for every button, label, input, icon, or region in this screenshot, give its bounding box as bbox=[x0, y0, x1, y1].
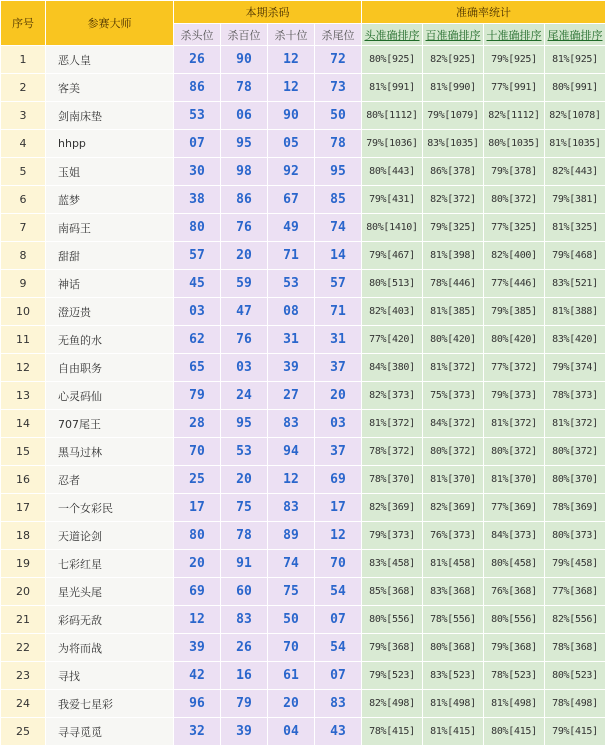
acc-head: 78%[372] bbox=[362, 438, 423, 466]
col-header-no: 序号 bbox=[1, 1, 46, 46]
table-row bbox=[1, 522, 606, 550]
kill-tail: 73 bbox=[315, 74, 362, 102]
kill-tail: 74 bbox=[315, 214, 362, 242]
row-number: 8 bbox=[1, 242, 46, 270]
kill-hundred: 78 bbox=[221, 522, 268, 550]
table-row bbox=[1, 74, 606, 102]
acc-head: 79%[368] bbox=[362, 634, 423, 662]
acc-hundred: 79%[1079] bbox=[423, 102, 484, 130]
acc-ten: 81%[372] bbox=[484, 410, 545, 438]
kill-tail: 85 bbox=[315, 186, 362, 214]
table-row bbox=[1, 214, 606, 242]
acc-hundred: 79%[325] bbox=[423, 214, 484, 242]
kill-hundred: 24 bbox=[221, 382, 268, 410]
acc-tail: 78%[373] bbox=[545, 382, 606, 410]
kill-ten: 31 bbox=[268, 326, 315, 354]
row-number: 6 bbox=[1, 186, 46, 214]
master-name: 707尾王 bbox=[46, 410, 174, 438]
acc-head: 80%[925] bbox=[362, 46, 423, 74]
kill-tail: 14 bbox=[315, 242, 362, 270]
kill-ten: 92 bbox=[268, 158, 315, 186]
acc-tail: 77%[368] bbox=[545, 578, 606, 606]
master-name: 七彩红星 bbox=[46, 550, 174, 578]
row-number: 18 bbox=[1, 522, 46, 550]
kill-head: 39 bbox=[174, 634, 221, 662]
master-name: 客美 bbox=[46, 74, 174, 102]
master-name: 甜甜 bbox=[46, 242, 174, 270]
master-name: 天道论剑 bbox=[46, 522, 174, 550]
kill-ten: 50 bbox=[268, 606, 315, 634]
acc-head: 80%[1112] bbox=[362, 102, 423, 130]
kill-head: 25 bbox=[174, 466, 221, 494]
master-name: 心灵码仙 bbox=[46, 382, 174, 410]
kill-head: 53 bbox=[174, 102, 221, 130]
acc-hundred: 81%[458] bbox=[423, 550, 484, 578]
kill-tail: 12 bbox=[315, 522, 362, 550]
kill-hundred: 98 bbox=[221, 158, 268, 186]
acc-hundred: 84%[372] bbox=[423, 410, 484, 438]
row-number: 12 bbox=[1, 354, 46, 382]
kill-tail: 20 bbox=[315, 382, 362, 410]
table-row bbox=[1, 270, 606, 298]
kill-ten: 12 bbox=[268, 466, 315, 494]
kill-ten: 94 bbox=[268, 438, 315, 466]
kill-hundred: 47 bbox=[221, 298, 268, 326]
table-row bbox=[1, 46, 606, 74]
master-name: 我爱七星彩 bbox=[46, 690, 174, 718]
col-header-kill-ten: 杀十位 bbox=[268, 24, 315, 46]
kill-hundred: 53 bbox=[221, 438, 268, 466]
row-number: 22 bbox=[1, 634, 46, 662]
acc-ten: 80%[372] bbox=[484, 186, 545, 214]
kill-tail: 70 bbox=[315, 550, 362, 578]
kill-tail: 78 bbox=[315, 130, 362, 158]
row-number: 4 bbox=[1, 130, 46, 158]
kill-head: 42 bbox=[174, 662, 221, 690]
acc-ten: 79%[373] bbox=[484, 382, 545, 410]
acc-tail: 82%[443] bbox=[545, 158, 606, 186]
row-number: 16 bbox=[1, 466, 46, 494]
table-row bbox=[1, 102, 606, 130]
kill-head: 03 bbox=[174, 298, 221, 326]
kill-head: 32 bbox=[174, 718, 221, 746]
table-row bbox=[1, 466, 606, 494]
kill-hundred: 20 bbox=[221, 466, 268, 494]
kill-hundred: 95 bbox=[221, 130, 268, 158]
kill-head: 45 bbox=[174, 270, 221, 298]
table-header bbox=[1, 1, 606, 46]
kill-tail: 31 bbox=[315, 326, 362, 354]
acc-head: 79%[523] bbox=[362, 662, 423, 690]
acc-tail: 79%[381] bbox=[545, 186, 606, 214]
acc-tail: 80%[523] bbox=[545, 662, 606, 690]
acc-ten: 80%[1035] bbox=[484, 130, 545, 158]
kill-head: 57 bbox=[174, 242, 221, 270]
kill-ten: 75 bbox=[268, 578, 315, 606]
acc-hundred: 83%[523] bbox=[423, 662, 484, 690]
kill-hundred: 76 bbox=[221, 214, 268, 242]
acc-ten: 81%[370] bbox=[484, 466, 545, 494]
kill-ten: 49 bbox=[268, 214, 315, 242]
table-row bbox=[1, 382, 606, 410]
table-row bbox=[1, 242, 606, 270]
acc-head: 82%[498] bbox=[362, 690, 423, 718]
row-number: 7 bbox=[1, 214, 46, 242]
kill-head: 70 bbox=[174, 438, 221, 466]
kill-head: 80 bbox=[174, 214, 221, 242]
acc-ten: 80%[420] bbox=[484, 326, 545, 354]
acc-head: 82%[403] bbox=[362, 298, 423, 326]
acc-tail: 79%[374] bbox=[545, 354, 606, 382]
acc-ten: 77%[446] bbox=[484, 270, 545, 298]
table-row bbox=[1, 298, 606, 326]
acc-ten: 80%[415] bbox=[484, 718, 545, 746]
kill-hundred: 75 bbox=[221, 494, 268, 522]
acc-ten: 76%[368] bbox=[484, 578, 545, 606]
kill-ten: 90 bbox=[268, 102, 315, 130]
acc-head: 81%[991] bbox=[362, 74, 423, 102]
acc-tail: 81%[925] bbox=[545, 46, 606, 74]
kill-tail: 57 bbox=[315, 270, 362, 298]
kill-hundred: 79 bbox=[221, 690, 268, 718]
kill-ten: 67 bbox=[268, 186, 315, 214]
acc-ten: 82%[1112] bbox=[484, 102, 545, 130]
kill-head: 80 bbox=[174, 522, 221, 550]
acc-head: 79%[373] bbox=[362, 522, 423, 550]
kill-tail: 54 bbox=[315, 578, 362, 606]
kill-ten: 61 bbox=[268, 662, 315, 690]
acc-tail: 81%[372] bbox=[545, 410, 606, 438]
master-name: 寻找 bbox=[46, 662, 174, 690]
kill-hundred: 59 bbox=[221, 270, 268, 298]
acc-hundred: 81%[398] bbox=[423, 242, 484, 270]
acc-hundred: 81%[990] bbox=[423, 74, 484, 102]
acc-tail: 83%[521] bbox=[545, 270, 606, 298]
master-name: 蓝梦 bbox=[46, 186, 174, 214]
acc-head: 84%[380] bbox=[362, 354, 423, 382]
master-name: 为将而战 bbox=[46, 634, 174, 662]
acc-head: 80%[513] bbox=[362, 270, 423, 298]
master-name: 星光头尾 bbox=[46, 578, 174, 606]
kill-tail: 07 bbox=[315, 662, 362, 690]
kill-tail: 17 bbox=[315, 494, 362, 522]
kill-head: 30 bbox=[174, 158, 221, 186]
master-name: 南码王 bbox=[46, 214, 174, 242]
kill-hundred: 91 bbox=[221, 550, 268, 578]
row-number: 20 bbox=[1, 578, 46, 606]
kill-ten: 53 bbox=[268, 270, 315, 298]
acc-tail: 79%[468] bbox=[545, 242, 606, 270]
master-name: 彩码无敌 bbox=[46, 606, 174, 634]
table-body bbox=[1, 46, 606, 746]
acc-tail: 78%[369] bbox=[545, 494, 606, 522]
acc-ten: 77%[991] bbox=[484, 74, 545, 102]
acc-head: 80%[556] bbox=[362, 606, 423, 634]
acc-hundred: 86%[378] bbox=[423, 158, 484, 186]
master-name: 神话 bbox=[46, 270, 174, 298]
kill-head: 26 bbox=[174, 46, 221, 74]
kill-tail: 43 bbox=[315, 718, 362, 746]
acc-hundred: 78%[446] bbox=[423, 270, 484, 298]
kill-tail: 37 bbox=[315, 354, 362, 382]
acc-tail: 80%[373] bbox=[545, 522, 606, 550]
master-name: 澄迈贵 bbox=[46, 298, 174, 326]
table-row bbox=[1, 494, 606, 522]
acc-tail: 83%[420] bbox=[545, 326, 606, 354]
kill-head: 86 bbox=[174, 74, 221, 102]
table-row bbox=[1, 578, 606, 606]
acc-ten: 80%[458] bbox=[484, 550, 545, 578]
kill-hundred: 20 bbox=[221, 242, 268, 270]
kill-hundred: 06 bbox=[221, 102, 268, 130]
sort-link-head[interactable]: 头准确排序 bbox=[364, 28, 420, 42]
acc-hundred: 81%[372] bbox=[423, 354, 484, 382]
sort-link-hundred[interactable]: 百准确排序 bbox=[425, 28, 481, 42]
kill-hundred: 03 bbox=[221, 354, 268, 382]
row-number: 21 bbox=[1, 606, 46, 634]
kill-ten: 05 bbox=[268, 130, 315, 158]
row-number: 25 bbox=[1, 718, 46, 746]
kill-tail: 37 bbox=[315, 438, 362, 466]
kill-hundred: 78 bbox=[221, 74, 268, 102]
kill-hundred: 83 bbox=[221, 606, 268, 634]
acc-tail: 79%[415] bbox=[545, 718, 606, 746]
kill-ten: 39 bbox=[268, 354, 315, 382]
kill-tail: 03 bbox=[315, 410, 362, 438]
kill-head: 28 bbox=[174, 410, 221, 438]
kill-tail: 71 bbox=[315, 298, 362, 326]
acc-hundred: 82%[372] bbox=[423, 186, 484, 214]
acc-ten: 80%[556] bbox=[484, 606, 545, 634]
master-name: hhpp bbox=[46, 130, 174, 158]
master-name: 寻寻觅觅 bbox=[46, 718, 174, 746]
kill-ten: 71 bbox=[268, 242, 315, 270]
acc-hundred: 75%[373] bbox=[423, 382, 484, 410]
col-header-name: 参赛大师 bbox=[46, 1, 174, 46]
acc-hundred: 83%[1035] bbox=[423, 130, 484, 158]
kill-head: 38 bbox=[174, 186, 221, 214]
row-number: 10 bbox=[1, 298, 46, 326]
master-name: 恶人皇 bbox=[46, 46, 174, 74]
acc-ten: 80%[372] bbox=[484, 438, 545, 466]
kill-ten: 27 bbox=[268, 382, 315, 410]
acc-ten: 79%[368] bbox=[484, 634, 545, 662]
kill-ten: 20 bbox=[268, 690, 315, 718]
kill-ten: 83 bbox=[268, 410, 315, 438]
acc-head: 83%[458] bbox=[362, 550, 423, 578]
col-header-kill-head: 杀头位 bbox=[174, 24, 221, 46]
kill-head: 79 bbox=[174, 382, 221, 410]
acc-head: 82%[373] bbox=[362, 382, 423, 410]
acc-tail: 79%[458] bbox=[545, 550, 606, 578]
row-number: 5 bbox=[1, 158, 46, 186]
table-row bbox=[1, 718, 606, 746]
master-name: 自由职务 bbox=[46, 354, 174, 382]
kill-hundred: 76 bbox=[221, 326, 268, 354]
acc-hundred: 83%[368] bbox=[423, 578, 484, 606]
acc-ten: 79%[378] bbox=[484, 158, 545, 186]
acc-hundred: 78%[556] bbox=[423, 606, 484, 634]
kill-tail: 07 bbox=[315, 606, 362, 634]
row-number: 3 bbox=[1, 102, 46, 130]
acc-hundred: 81%[385] bbox=[423, 298, 484, 326]
table-row bbox=[1, 186, 606, 214]
acc-head: 79%[431] bbox=[362, 186, 423, 214]
acc-ten: 81%[498] bbox=[484, 690, 545, 718]
acc-head: 78%[370] bbox=[362, 466, 423, 494]
master-name: 忍者 bbox=[46, 466, 174, 494]
acc-head: 81%[372] bbox=[362, 410, 423, 438]
acc-head: 80%[1410] bbox=[362, 214, 423, 242]
kill-hundred: 95 bbox=[221, 410, 268, 438]
table-row bbox=[1, 634, 606, 662]
kill-head: 65 bbox=[174, 354, 221, 382]
kill-tail: 83 bbox=[315, 690, 362, 718]
acc-tail: 80%[372] bbox=[545, 438, 606, 466]
table-row bbox=[1, 410, 606, 438]
acc-hundred: 82%[925] bbox=[423, 46, 484, 74]
kill-hundred: 86 bbox=[221, 186, 268, 214]
kill-ten: 04 bbox=[268, 718, 315, 746]
acc-tail: 82%[556] bbox=[545, 606, 606, 634]
acc-ten: 77%[372] bbox=[484, 354, 545, 382]
kill-hundred: 60 bbox=[221, 578, 268, 606]
table-row bbox=[1, 326, 606, 354]
row-number: 13 bbox=[1, 382, 46, 410]
kill-tail: 72 bbox=[315, 46, 362, 74]
row-number: 11 bbox=[1, 326, 46, 354]
kill-head: 62 bbox=[174, 326, 221, 354]
kill-head: 07 bbox=[174, 130, 221, 158]
row-number: 1 bbox=[1, 46, 46, 74]
row-number: 19 bbox=[1, 550, 46, 578]
kill-ten: 12 bbox=[268, 46, 315, 74]
acc-head: 85%[368] bbox=[362, 578, 423, 606]
table-row bbox=[1, 550, 606, 578]
sort-link-ten[interactable]: 十准确排序 bbox=[486, 28, 542, 42]
row-number: 17 bbox=[1, 494, 46, 522]
kill-tail: 95 bbox=[315, 158, 362, 186]
acc-ten: 77%[325] bbox=[484, 214, 545, 242]
master-name: 一个女彩民 bbox=[46, 494, 174, 522]
acc-ten: 82%[400] bbox=[484, 242, 545, 270]
acc-hundred: 81%[370] bbox=[423, 466, 484, 494]
master-name: 剑南床垫 bbox=[46, 102, 174, 130]
table-row bbox=[1, 662, 606, 690]
row-number: 24 bbox=[1, 690, 46, 718]
row-number: 2 bbox=[1, 74, 46, 102]
acc-tail: 82%[1078] bbox=[545, 102, 606, 130]
acc-hundred: 82%[369] bbox=[423, 494, 484, 522]
acc-hundred: 81%[415] bbox=[423, 718, 484, 746]
col-header-kill-hundred: 杀百位 bbox=[221, 24, 268, 46]
acc-tail: 81%[388] bbox=[545, 298, 606, 326]
kill-head: 12 bbox=[174, 606, 221, 634]
row-number: 15 bbox=[1, 438, 46, 466]
acc-tail: 80%[991] bbox=[545, 74, 606, 102]
acc-ten: 79%[925] bbox=[484, 46, 545, 74]
acc-tail: 78%[368] bbox=[545, 634, 606, 662]
acc-head: 78%[415] bbox=[362, 718, 423, 746]
master-name: 无鱼的水 bbox=[46, 326, 174, 354]
kill-head: 96 bbox=[174, 690, 221, 718]
kill-hundred: 26 bbox=[221, 634, 268, 662]
acc-hundred: 81%[498] bbox=[423, 690, 484, 718]
table-row bbox=[1, 438, 606, 466]
table-row bbox=[1, 606, 606, 634]
kill-head: 17 bbox=[174, 494, 221, 522]
kill-head: 69 bbox=[174, 578, 221, 606]
kill-ten: 70 bbox=[268, 634, 315, 662]
col-header-kill-tail: 杀尾位 bbox=[315, 24, 362, 46]
acc-head: 77%[420] bbox=[362, 326, 423, 354]
acc-ten: 84%[373] bbox=[484, 522, 545, 550]
acc-head: 79%[467] bbox=[362, 242, 423, 270]
acc-head: 79%[1036] bbox=[362, 130, 423, 158]
acc-head: 80%[443] bbox=[362, 158, 423, 186]
kill-hundred: 16 bbox=[221, 662, 268, 690]
kill-tail: 54 bbox=[315, 634, 362, 662]
acc-tail: 80%[370] bbox=[545, 466, 606, 494]
table-row bbox=[1, 690, 606, 718]
kill-tail: 69 bbox=[315, 466, 362, 494]
group-header-kill: 本期杀码 bbox=[174, 1, 362, 24]
kill-tail: 50 bbox=[315, 102, 362, 130]
kill-ten: 12 bbox=[268, 74, 315, 102]
acc-head: 82%[369] bbox=[362, 494, 423, 522]
kill-ten: 89 bbox=[268, 522, 315, 550]
row-number: 23 bbox=[1, 662, 46, 690]
kill-ten: 08 bbox=[268, 298, 315, 326]
acc-tail: 78%[498] bbox=[545, 690, 606, 718]
sort-link-tail[interactable]: 尾准确排序 bbox=[547, 28, 603, 42]
row-number: 14 bbox=[1, 410, 46, 438]
table-row bbox=[1, 130, 606, 158]
table-row bbox=[1, 354, 606, 382]
master-name: 黑马过林 bbox=[46, 438, 174, 466]
table-row bbox=[1, 158, 606, 186]
kill-head: 20 bbox=[174, 550, 221, 578]
acc-hundred: 80%[372] bbox=[423, 438, 484, 466]
group-header-accuracy: 准确率统计 bbox=[362, 1, 606, 24]
acc-tail: 81%[325] bbox=[545, 214, 606, 242]
acc-ten: 77%[369] bbox=[484, 494, 545, 522]
acc-hundred: 76%[373] bbox=[423, 522, 484, 550]
row-number: 9 bbox=[1, 270, 46, 298]
kill-ten: 74 bbox=[268, 550, 315, 578]
master-name: 玉姐 bbox=[46, 158, 174, 186]
acc-hundred: 80%[420] bbox=[423, 326, 484, 354]
kill-hundred: 39 bbox=[221, 718, 268, 746]
kill-hundred: 90 bbox=[221, 46, 268, 74]
acc-ten: 79%[385] bbox=[484, 298, 545, 326]
acc-hundred: 80%[368] bbox=[423, 634, 484, 662]
kill-ten: 83 bbox=[268, 494, 315, 522]
acc-ten: 78%[523] bbox=[484, 662, 545, 690]
acc-tail: 81%[1035] bbox=[545, 130, 606, 158]
